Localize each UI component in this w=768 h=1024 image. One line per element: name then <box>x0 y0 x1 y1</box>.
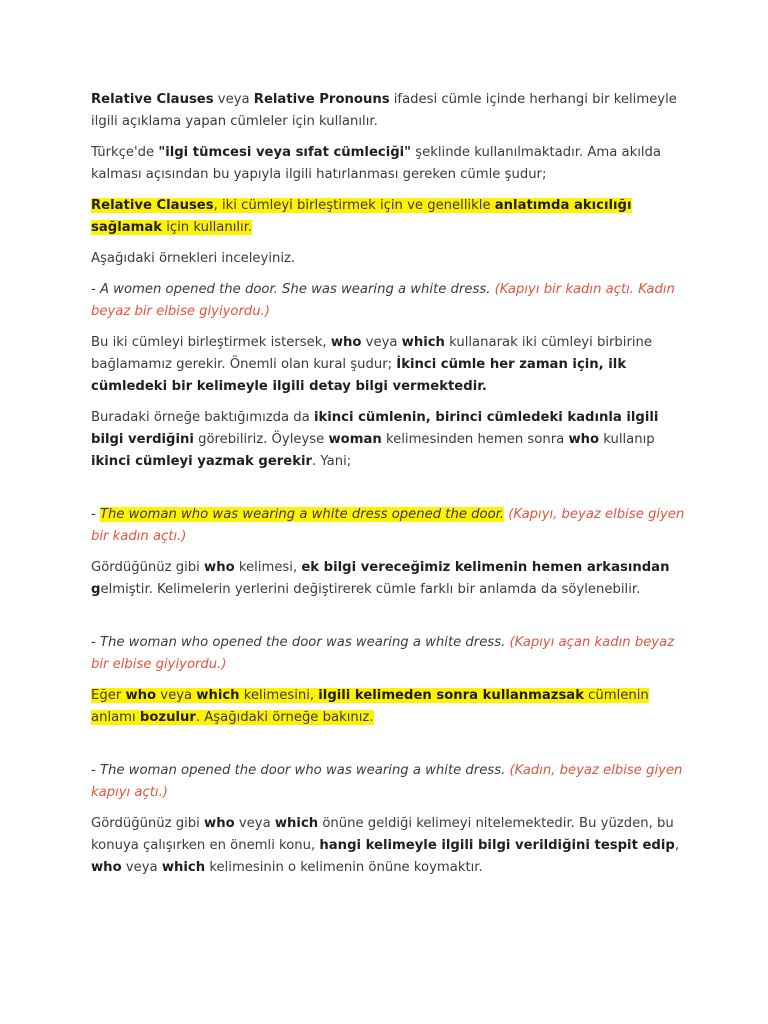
paragraph-intro <box>91 89 691 133</box>
bold-term: Relative Clauses <box>91 92 214 107</box>
text-run: , <box>674 838 680 853</box>
highlighted-text <box>91 198 632 235</box>
highlighted-text <box>91 688 649 725</box>
bold-term: ilgili kelimeden sonra kullanmazsak <box>318 688 584 703</box>
example-dash: - <box>91 507 100 522</box>
text-run: Aşağıdaki örnekleri inceleyiniz. <box>91 251 296 266</box>
bold-term: which <box>161 860 206 875</box>
text-run: Eğer <box>91 688 126 703</box>
bold-term: which <box>401 335 445 350</box>
text-run: önüne geldiği kelimeyi nitelemektedir. Bu yüzden, bu konuya çalışırken en önemli konu, <box>91 816 674 853</box>
bold-term: Relative Clauses <box>91 198 214 213</box>
paragraph-highlight-rule <box>91 195 691 239</box>
text-run: Bu iki cümleyi birleştirmek istersek, <box>91 335 331 350</box>
example-english: - The woman opened the door who was wearing a white dress. <box>91 763 510 778</box>
text-run: kelimesi, <box>234 560 302 575</box>
bold-term: hangi kelimeyle ilgili bilgi verildiğini tespit edip <box>319 838 675 853</box>
text-run: veya <box>213 92 254 107</box>
bold-term: woman <box>328 432 382 447</box>
example-turkish: (Kapıyı açan kadın beyaz bir elbise giyiyordu.) <box>91 635 675 672</box>
example-english: - A women opened the door. She was wearing a white dress. <box>91 282 495 297</box>
bold-term: ikinci cümleyi yazmak gerekir <box>91 454 313 469</box>
bold-term: who <box>568 432 600 447</box>
example-turkish: (Kapıyı, beyaz elbise giyen bir kadın açtı.) <box>91 507 685 544</box>
paragraph-examples-intro <box>91 248 691 270</box>
text-run: veya <box>121 860 162 875</box>
bold-term: anlatımda akıcılığı sağlamak <box>91 198 632 235</box>
paragraph-explanation <box>91 407 691 473</box>
text-run: şeklinde kullanılmaktadır. Ama akılda kalması açısından bu yapıyla ilgili hatırlanması gereken cümle şudur; <box>91 145 662 182</box>
text-run: Gördüğünüz gibi <box>91 560 205 575</box>
text-run: ifadesi cümle içinde herhangi bir kelimeyle ilgili açıklama yapan cümleler için kullanılır. <box>91 92 677 129</box>
example-turkish: (Kadın, beyaz elbise giyen kapıyı açtı.) <box>91 763 683 800</box>
bold-term: ikinci cümlenin, birinci cümledeki kadınla ilgili bilgi verdiğini <box>91 410 659 447</box>
text-run: elmiştir. Kelimelerin yerlerini değiştirerek cümle farklı bir anlamda da söylenebilir. <box>100 582 641 597</box>
text-run: cümlenin anlamı <box>91 688 649 725</box>
bold-term: which <box>274 816 319 831</box>
text-run: Gördüğünüz gibi <box>91 816 205 831</box>
text-run: veya <box>361 335 402 350</box>
text-run: . Aşağıdaki örneğe bakınız. <box>195 710 374 725</box>
text-run: için kullanılır. <box>162 220 253 235</box>
text-run: , iki cümleyi birleştirmek için ve genellikle <box>213 198 495 213</box>
text-run: Türkçe'de <box>91 145 159 160</box>
bold-term: who <box>125 688 157 703</box>
bold-term: who <box>330 335 362 350</box>
example-2 <box>91 504 691 548</box>
example-english: - The woman who opened the door was wearing a white dress. <box>91 635 510 650</box>
paragraph-combine-rule <box>91 332 691 398</box>
bold-term: who <box>204 816 235 831</box>
bold-term: ek bilgi vereceğimiz kelimenin hemen arkasından g <box>91 560 670 597</box>
text-run: kelimesinden hemen sonra <box>381 432 569 447</box>
bold-term: İkinci cümle her zaman için, ilk cümledeki bir kelimeyle ilgili detay bilgi vermektedir. <box>91 357 627 394</box>
example-1 <box>91 279 691 323</box>
text-run: kelimesinin o kelimenin önüne koymaktır. <box>205 860 483 875</box>
bold-term: which <box>196 688 240 703</box>
text-run: görebiliriz. Öyleyse <box>193 432 329 447</box>
bold-term: Relative Pronouns <box>253 92 390 107</box>
paragraph-conclusion <box>91 813 691 879</box>
example-turkish: (Kapıyı bir kadın açtı. Kadın beyaz bir elbise giyiyordu.) <box>91 282 675 319</box>
text-run: veya <box>156 688 197 703</box>
example-3 <box>91 632 691 676</box>
paragraph-highlight-warning <box>91 685 691 729</box>
paragraph-turkish-definition <box>91 142 691 186</box>
text-run: Buradaki örneğe baktığımızda da <box>91 410 314 425</box>
bold-term: who <box>91 860 122 875</box>
example-english-highlighted: The woman who was wearing a white dress opened the door. <box>99 507 505 522</box>
bold-term: "ilgi tümcesi veya sıfat cümleciği" <box>158 145 412 160</box>
document-body <box>91 89 691 888</box>
text-run: veya <box>234 816 275 831</box>
text-run: . Yani; <box>312 454 352 469</box>
paragraph-who-position <box>91 557 691 601</box>
bold-term: bozulur <box>139 710 196 725</box>
text-run: kullanarak iki cümleyi birbirine bağlamamız gerekir. Önemli olan kural şudur; <box>91 335 653 372</box>
text-run: kelimesini, <box>239 688 319 703</box>
text-run: kullanıp <box>599 432 655 447</box>
bold-term: who <box>204 560 235 575</box>
example-4 <box>91 760 691 804</box>
